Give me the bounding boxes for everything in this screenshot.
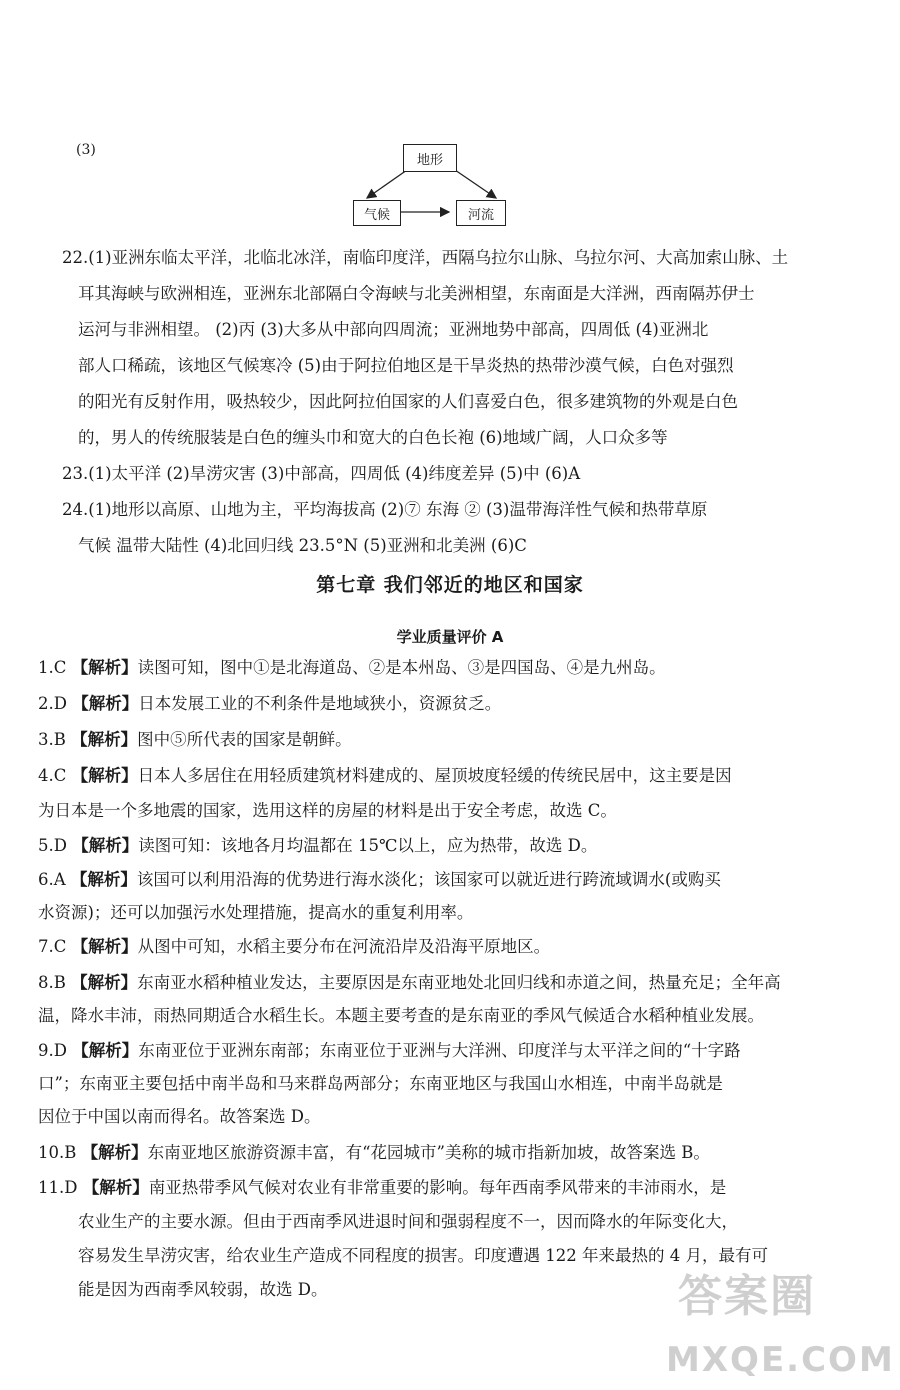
analysis-tag: 【解析】: [71, 973, 138, 992]
answer-number: 4.C: [38, 766, 67, 785]
watermark-text-bottom: MXQE.COM: [666, 1340, 895, 1380]
answer-number: 11.D: [38, 1178, 78, 1197]
watermark-text-top: 答案圈: [678, 1271, 816, 1322]
node-terrain: 地形: [403, 144, 457, 172]
relation-diagram: [0, 0, 900, 240]
answer-text: 东南亚位于亚洲东南部；东南亚位于亚洲与大洋洲、印度洋与太平洋之间的“十字路: [138, 1041, 741, 1060]
section-title: 学业质量评价 A: [396, 628, 504, 646]
q23-line-1: 23.(1)太平洋 (2)旱涝灾害 (3)中部高，四周低 (4)纬度差异 (5)中 (6)A: [62, 464, 581, 483]
answer-line: [38, 1145, 710, 1162]
q22-line-2: 耳其海峡与欧洲相连，亚洲东北部隔白令海峡与北美洲相望，东南面是大洋洲，西南隔苏伊士: [78, 284, 755, 303]
answer-line: [38, 939, 550, 956]
answer-line: [38, 838, 597, 855]
answer-line: 容易发生旱涝灾害，给农业生产造成不同程度的损害。印度遭遇 122 年来最热的 4 月，最有可: [78, 1246, 768, 1265]
answer-number: 10.B: [38, 1143, 77, 1162]
analysis-tag: 【解析】: [72, 694, 139, 713]
q22-line-6: 的，男人的传统服装是白色的缠头巾和宽大的白色长袍 (6)地域广阔，人口众多等: [78, 428, 668, 447]
answer-line: [38, 660, 666, 677]
answer-text: 南亚热带季风气候对农业有非常重要的影响。每年西南季风带来的丰沛雨水，是: [148, 1178, 727, 1197]
q22-line-3: 运河与非洲相望。 (2)丙 (3)大多从中部向四周流；亚洲地势中部高，四周低 (4)亚洲北: [78, 320, 709, 339]
q22-line-1: 22.(1)亚洲东临太平洋，北临北冰洋，南临印度洋，西隔乌拉尔山脉、乌拉尔河、大高加索山脉、土: [62, 248, 789, 267]
answer-number: 3.B: [38, 730, 66, 749]
answer-line: 温，降水丰沛，雨热同期适合水稻生长。本题主要考查的是东南亚的季风气候适合水稻种植业发展。: [38, 1006, 764, 1025]
answer-line: [38, 696, 501, 713]
answer-line: [38, 872, 721, 889]
answer-line: [38, 732, 352, 749]
analysis-tag: 【解析】: [81, 1143, 148, 1162]
answer-number: 2.D: [38, 694, 67, 713]
analysis-tag: 【解析】: [70, 870, 137, 889]
answer-text: 从图中可知，水稻主要分布在河流沿岸及沿海平原地区。: [137, 937, 551, 956]
answer-line: 能是因为西南季风较弱，故选 D。: [78, 1280, 328, 1299]
answer-number: 9.D: [38, 1041, 67, 1060]
arrow-terrain-to-river: [455, 170, 496, 198]
answer-text: 图中⑤所代表的国家是朝鲜。: [137, 730, 352, 749]
analysis-tag: 【解析】: [72, 836, 139, 855]
answer-text: 该国可以利用沿海的优势进行海水淡化；该国家可以就近进行跨流域调水(或购买: [136, 870, 721, 889]
q22-line-5: 的阳光有反射作用，吸热较少，因此阿拉伯国家的人们喜爱白色，很多建筑物的外观是白色: [78, 392, 738, 411]
answer-text: 读图可知：该地各月均温都在 15℃以上，应为热带，故选 D。: [138, 836, 598, 855]
answer-text: 日本发展工业的不利条件是地域狭小，资源贫乏。: [138, 694, 502, 713]
answer-number: 1.C: [38, 658, 67, 677]
analysis-tag: 【解析】: [71, 766, 138, 785]
answer-number: 8.B: [38, 973, 66, 992]
answer-number: 6.A: [38, 870, 66, 889]
answer-line: 水资源)；还可以加强污水处理措施，提高水的重复利用率。: [38, 903, 474, 922]
answer-line: [38, 975, 781, 992]
q22-line-4: 部人口稀疏，该地区气候寒冷 (5)由于阿拉伯地区是干旱炎热的热带沙漠气候，白色对强烈: [78, 356, 734, 375]
analysis-tag: 【解析】: [71, 730, 138, 749]
analysis-tag: 【解析】: [71, 658, 138, 677]
answer-number: 5.D: [38, 836, 67, 855]
answer-text: 东南亚地区旅游资源丰富，有“花园城市”美称的城市指新加坡，故答案选 B。: [147, 1143, 710, 1162]
node-river: 河流: [456, 200, 506, 226]
node-climate: 气候: [353, 200, 401, 226]
watermark-logo: [648, 1260, 895, 1380]
answer-line: [38, 1043, 741, 1060]
diagram-label: (3): [76, 142, 96, 158]
answer-line: 为日本是一个多地震的国家，选用这样的房屋的材料是出于安全考虑，故选 C。: [38, 801, 617, 820]
answer-line: 口”；东南亚主要包括中南半岛和马来群岛两部分；东南亚地区与我国山水相连，中南半岛就是: [38, 1074, 723, 1093]
answer-line: [38, 1180, 726, 1197]
q24-line-1: 24.(1)地形以高原、山地为主，平均海拔高 (2)⑦ 东海 ② (3)温带海洋性气候和热带草原: [62, 500, 708, 519]
answer-text: 日本人多居住在用轻质建筑材料建成的、屋顶坡度轻缓的传统民居中，这主要是因: [137, 766, 732, 785]
analysis-tag: 【解析】: [71, 937, 138, 956]
answer-text: 东南亚水稻种植业发达，主要原因是东南亚地处北回归线和赤道之间，热量充足；全年高: [137, 973, 781, 992]
answer-number: 7.C: [38, 937, 67, 956]
analysis-tag: 【解析】: [82, 1178, 149, 1197]
chapter-title: 第七章 我们邻近的地区和国家: [316, 574, 584, 596]
answer-line: 农业生产的主要水源。但由于西南季风进退时间和强弱程度不一，因而降水的年际变化大，: [78, 1212, 738, 1231]
answer-line: [38, 768, 732, 785]
arrow-terrain-to-climate: [367, 170, 407, 198]
answer-text: 读图可知，图中①是北海道岛、②是本州岛、③是四国岛、④是九州岛。: [137, 658, 666, 677]
analysis-tag: 【解析】: [72, 1041, 139, 1060]
q24-line-2: 气候 温带大陆性 (4)北回归线 23.5°N (5)亚洲和北美洲 (6)C: [78, 536, 527, 555]
answer-line: 因位于中国以南而得名。故答案选 D。: [38, 1107, 321, 1126]
